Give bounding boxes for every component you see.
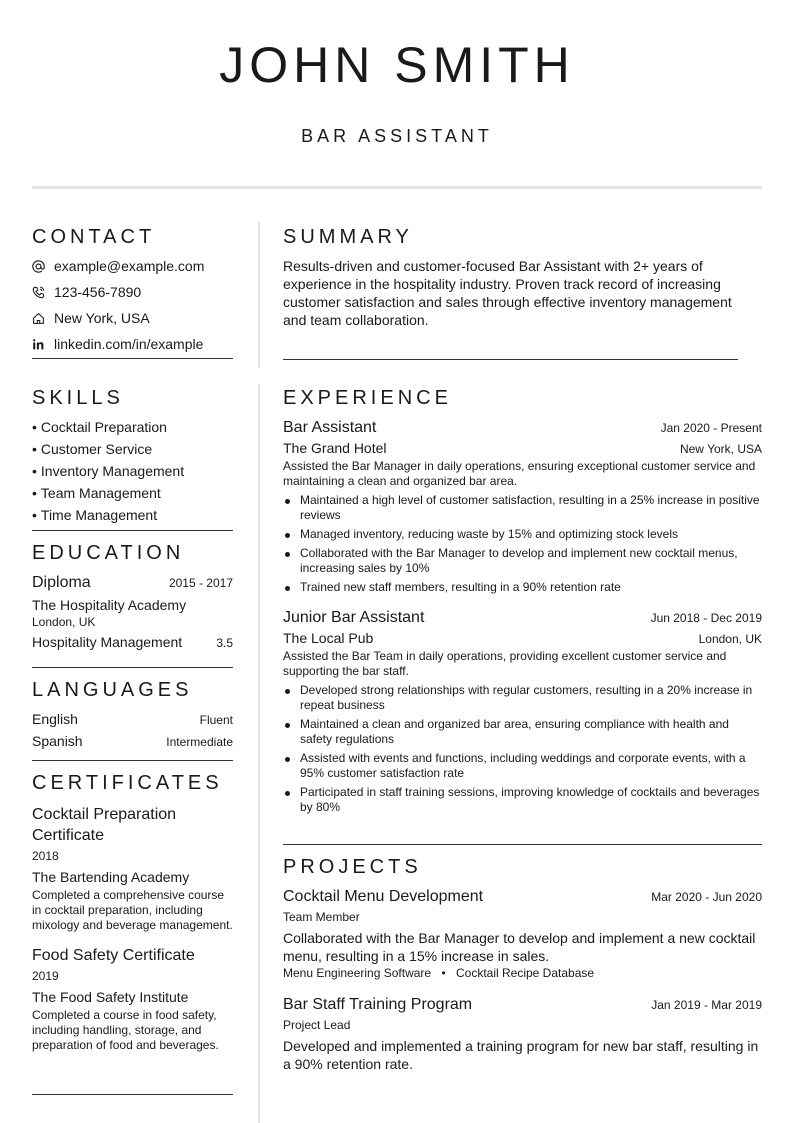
certificates-heading: CERTIFICATES <box>32 772 223 794</box>
certificates-divider <box>32 1094 233 1095</box>
experience-heading: EXPERIENCE <box>283 387 452 409</box>
languages-divider <box>32 760 233 761</box>
job-bullet: Participated in staff training sessions, improving knowledge of cocktails and beverages by 80% <box>283 785 762 815</box>
education-school: The Hospitality Academy <box>32 597 187 613</box>
project-role: Team Member <box>283 910 360 924</box>
tool-separator: • <box>441 966 446 980</box>
skills-section <box>32 387 233 526</box>
contact-linkedin[interactable] <box>32 331 233 357</box>
project-dates: Mar 2020 - Jun 2020 <box>651 890 762 904</box>
job-description: Assisted the Bar Team in daily operations, providing excellent customer service and supporting the bar staff. <box>283 649 727 678</box>
job-bullet: Maintained a high level of customer satisfaction, resulting in a 25% increase in positive reviews <box>283 493 762 523</box>
language-name: English <box>32 711 78 727</box>
education-location: London, UK <box>32 615 96 629</box>
header-divider <box>32 186 762 189</box>
skills-heading: SKILLS <box>32 387 124 409</box>
education-dates: 2015 - 2017 <box>168 576 233 590</box>
language-level: Fluent <box>199 713 233 727</box>
education-field: Hospitality Management <box>32 634 183 650</box>
contact-phone[interactable] <box>32 279 233 305</box>
contact-linkedin-text: linkedin.com/in/example <box>54 336 204 352</box>
language-name: Spanish <box>32 733 83 749</box>
project-entry <box>283 996 762 1073</box>
education-divider <box>32 667 233 668</box>
education-gpa: 3.5 <box>216 636 233 650</box>
languages-section <box>32 679 233 755</box>
projects-heading: PROJECTS <box>283 856 422 878</box>
project-tools <box>283 966 762 980</box>
skill-item: • Inventory Management <box>32 460 233 482</box>
job-bullet: Trained new staff members, resulting in a 90% retention rate <box>283 580 762 595</box>
job-dates: Jun 2018 - Dec 2019 <box>650 611 762 625</box>
languages-heading: LANGUAGES <box>32 679 193 701</box>
certificate-name: Cocktail Preparation Certificate <box>32 806 177 844</box>
certificate-name: Food Safety Certificate <box>32 947 195 964</box>
skill-item: • Cocktail Preparation <box>32 416 233 438</box>
linkedin-icon <box>32 337 54 351</box>
certificate-year: 2019 <box>32 969 59 983</box>
skill-item: • Customer Service <box>32 438 233 460</box>
job-bullets <box>283 493 762 595</box>
summary-divider <box>283 359 738 360</box>
certificate-year: 2018 <box>32 849 59 863</box>
certificate-description: Completed a comprehensive course in cocktail preparation, including mixology and beverage management. <box>32 888 233 932</box>
job-company: The Grand Hotel <box>283 440 387 456</box>
project-role: Project Lead <box>283 1018 351 1032</box>
job-location: New York, USA <box>679 442 762 456</box>
certificate-issuer: The Food Safety Institute <box>32 989 189 1005</box>
contact-heading: CONTACT <box>32 226 156 248</box>
summary-section <box>283 226 762 329</box>
at-icon <box>32 259 54 273</box>
job-entry <box>283 609 762 815</box>
project-description: Collaborated with the Bar Manager to develop and implement a new cocktail menu, resulting in a 15% increase in sales. <box>283 930 756 964</box>
skill-item: • Time Management <box>32 504 233 526</box>
candidate-name: JOHN SMITH <box>219 37 575 93</box>
contact-divider <box>32 358 233 359</box>
skills-divider <box>32 530 233 531</box>
experience-section <box>283 387 762 819</box>
contact-email-text: example@example.com <box>54 258 205 274</box>
job-dates: Jan 2020 - Present <box>660 421 762 435</box>
contact-section <box>32 226 233 357</box>
certificate-item <box>32 804 233 933</box>
job-entry <box>283 419 762 595</box>
job-bullet: Developed strong relationships with regular customers, resulting in a 20% increase in repeat business <box>283 683 762 713</box>
job-role: Bar Assistant <box>283 419 377 436</box>
project-name: Cocktail Menu Development <box>283 888 484 905</box>
job-bullets <box>283 683 762 815</box>
job-bullet: Maintained a clean and organized bar area, ensuring compliance with health and safety regulations <box>283 717 762 747</box>
project-description: Developed and implemented a training program for new bar staff, resulting in a 90% retention rate. <box>283 1038 759 1072</box>
home-icon <box>32 311 54 325</box>
summary-text: Results-driven and customer-focused Bar Assistant with 2+ years of experience in the hospitality industry. Proven track record of increasing customer satisfaction and sales through effective inventory management and team collaboration. <box>283 258 732 328</box>
education-section <box>32 542 233 650</box>
candidate-title: BAR ASSISTANT <box>301 126 493 146</box>
job-bullet: Collaborated with the Bar Manager to develop and implement new cocktail menus, increasing sales by 10% <box>283 546 762 576</box>
job-bullet: Assisted with events and functions, including weddings and corporate events, with a 95% customer satisfaction rate <box>283 751 762 781</box>
education-heading: EDUCATION <box>32 542 185 564</box>
certificate-description: Completed a course in food safety, including handling, storage, and preparation of food and beverages. <box>32 1008 219 1052</box>
job-bullet: Managed inventory, reducing waste by 15% and optimizing stock levels <box>283 527 762 542</box>
job-company: The Local Pub <box>283 630 374 646</box>
language-level: Intermediate <box>166 735 233 749</box>
project-tool: Cocktail Recipe Database <box>455 966 595 980</box>
certificates-section <box>32 772 233 1053</box>
certificate-issuer: The Bartending Academy <box>32 869 190 885</box>
contact-location-text: New York, USA <box>54 310 150 326</box>
education-degree: Diploma <box>32 574 91 591</box>
certificate-item <box>32 945 233 1053</box>
column-divider-top <box>258 222 260 368</box>
experience-divider <box>283 844 762 845</box>
projects-section <box>283 856 762 1073</box>
project-entry <box>283 888 762 980</box>
skill-item: • Team Management <box>32 482 233 504</box>
project-dates: Jan 2019 - Mar 2019 <box>651 998 762 1012</box>
job-location: London, UK <box>698 632 762 646</box>
job-role: Junior Bar Assistant <box>283 609 425 626</box>
column-divider-bottom <box>258 384 260 1123</box>
contact-email[interactable] <box>32 253 233 279</box>
phone-icon <box>32 285 54 299</box>
project-tool: Menu Engineering Software <box>283 966 432 980</box>
contact-location <box>32 305 233 331</box>
summary-heading: SUMMARY <box>283 226 413 248</box>
job-description: Assisted the Bar Manager in daily operations, ensuring exceptional customer service and maintaining a clean and organized bar area. <box>283 459 756 488</box>
project-name: Bar Staff Training Program <box>283 996 473 1013</box>
contact-phone-text: 123-456-7890 <box>54 284 142 300</box>
